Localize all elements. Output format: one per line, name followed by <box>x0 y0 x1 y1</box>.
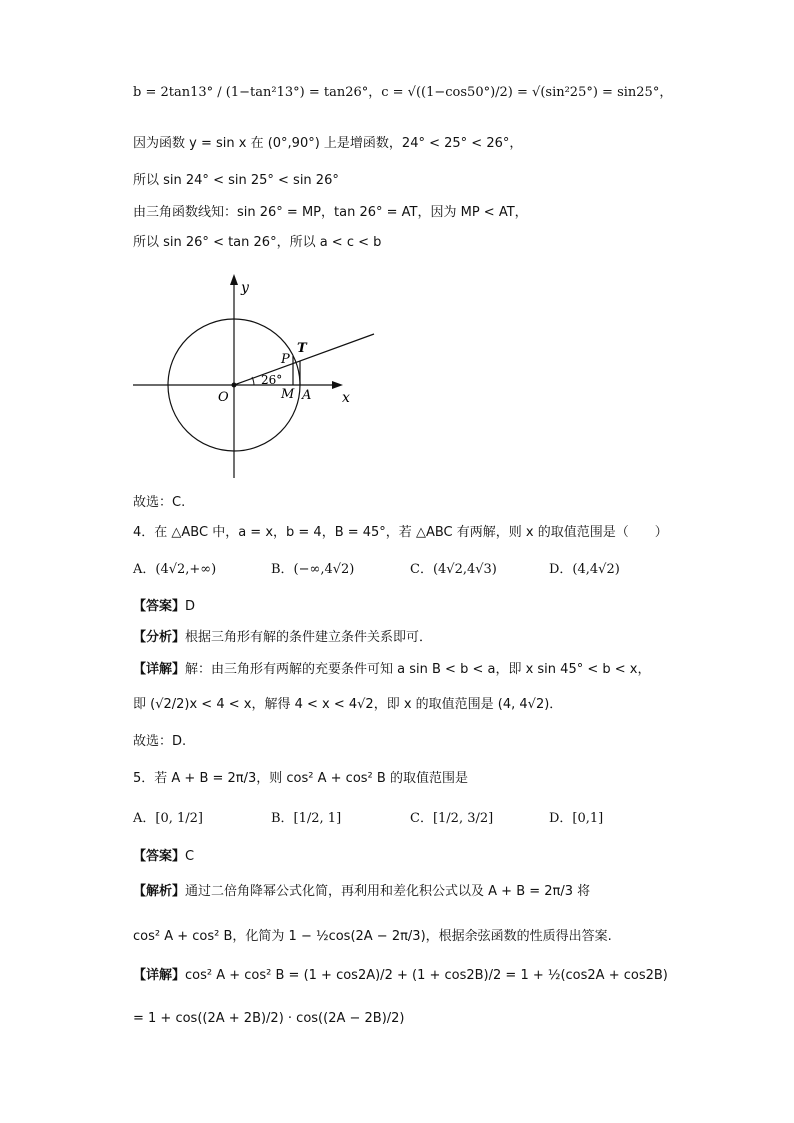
answer-value: D <box>185 599 196 614</box>
q4-detail <box>133 661 650 679</box>
point-t-label: T <box>297 341 307 356</box>
point-p-label: P <box>281 352 290 367</box>
detail-tag: 【详解】 <box>133 662 186 677</box>
detail-text: 解：由三角形有两解的充要条件可知 a sin B < b < a，即 x sin 45° < b < x， <box>185 662 651 677</box>
q5-option-b: B．[1/2, 1] <box>271 811 342 826</box>
q5-option-d: D．[0,1] <box>549 811 604 826</box>
analysis-text: 通过二倍角降幂公式化简，再利用和差化积公式以及 A + B = 2π/3 将 <box>185 884 591 899</box>
question-5: 5．若 A + B = 2π/3，则 cos² A + cos² B 的取值范围是 <box>133 771 468 786</box>
q5-option-a: A．[0, 1/2] <box>133 811 203 826</box>
q4-choose: 故选：D. <box>133 734 187 749</box>
detail-tag: 【详解】 <box>133 968 186 983</box>
y-axis-label: y <box>241 280 249 296</box>
text-line-4: 由三角函数线知：sin 26° = MP，tan 26° = AT，因为 MP < AT， <box>133 205 528 220</box>
q5-detail-2: = 1 + cos((2A + 2B)/2) · cos((2A − 2B)/2) <box>133 1011 405 1026</box>
q5-answer <box>133 848 194 866</box>
q5-option-c: C．[1/2, 3/2] <box>410 811 494 826</box>
answer-tag: 【答案】 <box>133 849 186 864</box>
point-a-label: A <box>302 388 312 403</box>
x-axis-label: x <box>342 390 350 406</box>
origin-label: O <box>218 390 229 405</box>
q5-detail <box>133 967 668 985</box>
text-line-2: 因为函数 y = sin x 在 (0°,90°) 上是增函数，24° < 25° < 26°， <box>133 136 523 151</box>
analysis-text: 根据三角形有解的条件建立条件关系即可． <box>185 630 433 645</box>
text-line-1: b = 2tan13° / (1−tan²13°) = tan26°，c = √((1−cos50°)/2) = √(sin²25°) = sin25°， <box>133 85 673 100</box>
detail-text: cos² A + cos² B = (1 + cos2A)/2 + (1 + cos2B)/2 = 1 + ½(cos2A + cos2B) <box>185 968 668 983</box>
q4-option-b: B．(−∞,4√2) <box>271 562 355 577</box>
text-line-3: 所以 sin 24° < sin 25° < sin 26° <box>133 173 339 188</box>
answer-value: C <box>185 849 195 864</box>
q5-analysis <box>133 883 590 901</box>
answer-tag: 【答案】 <box>133 599 186 614</box>
question-4: 4．在 △ABC 中，a = x，b = 4，B = 45°，若 △ABC 有两解，则 x 的取值范围是（ ） <box>133 525 668 540</box>
point-m-label: M <box>281 387 295 402</box>
analysis-tag: 【解析】 <box>133 884 186 899</box>
q4-answer <box>133 598 195 616</box>
q5-analysis-2: cos² A + cos² B，化简为 1 − ½cos(2A − 2π/3)，根据余弦函数的性质得出答案. <box>133 929 612 944</box>
angle-label: 26° <box>261 373 283 387</box>
analysis-tag: 【分析】 <box>133 630 186 645</box>
q4-option-a: A．(4√2,+∞) <box>133 562 217 577</box>
q4-analysis <box>133 629 432 647</box>
choose-c: 故选：C. <box>133 495 186 510</box>
q4-option-c: C．(4√2,4√3) <box>410 562 497 577</box>
unit-circle-figure <box>128 268 388 483</box>
q4-option-d: D．(4,4√2) <box>549 562 620 577</box>
text-line-5: 所以 sin 26° < tan 26°，所以 a < c < b <box>133 235 382 250</box>
q4-detail-2: 即 (√2/2)x < 4 < x，解得 4 < x < 4√2，即 x 的取值范围是 (4, 4√2)． <box>133 697 563 712</box>
